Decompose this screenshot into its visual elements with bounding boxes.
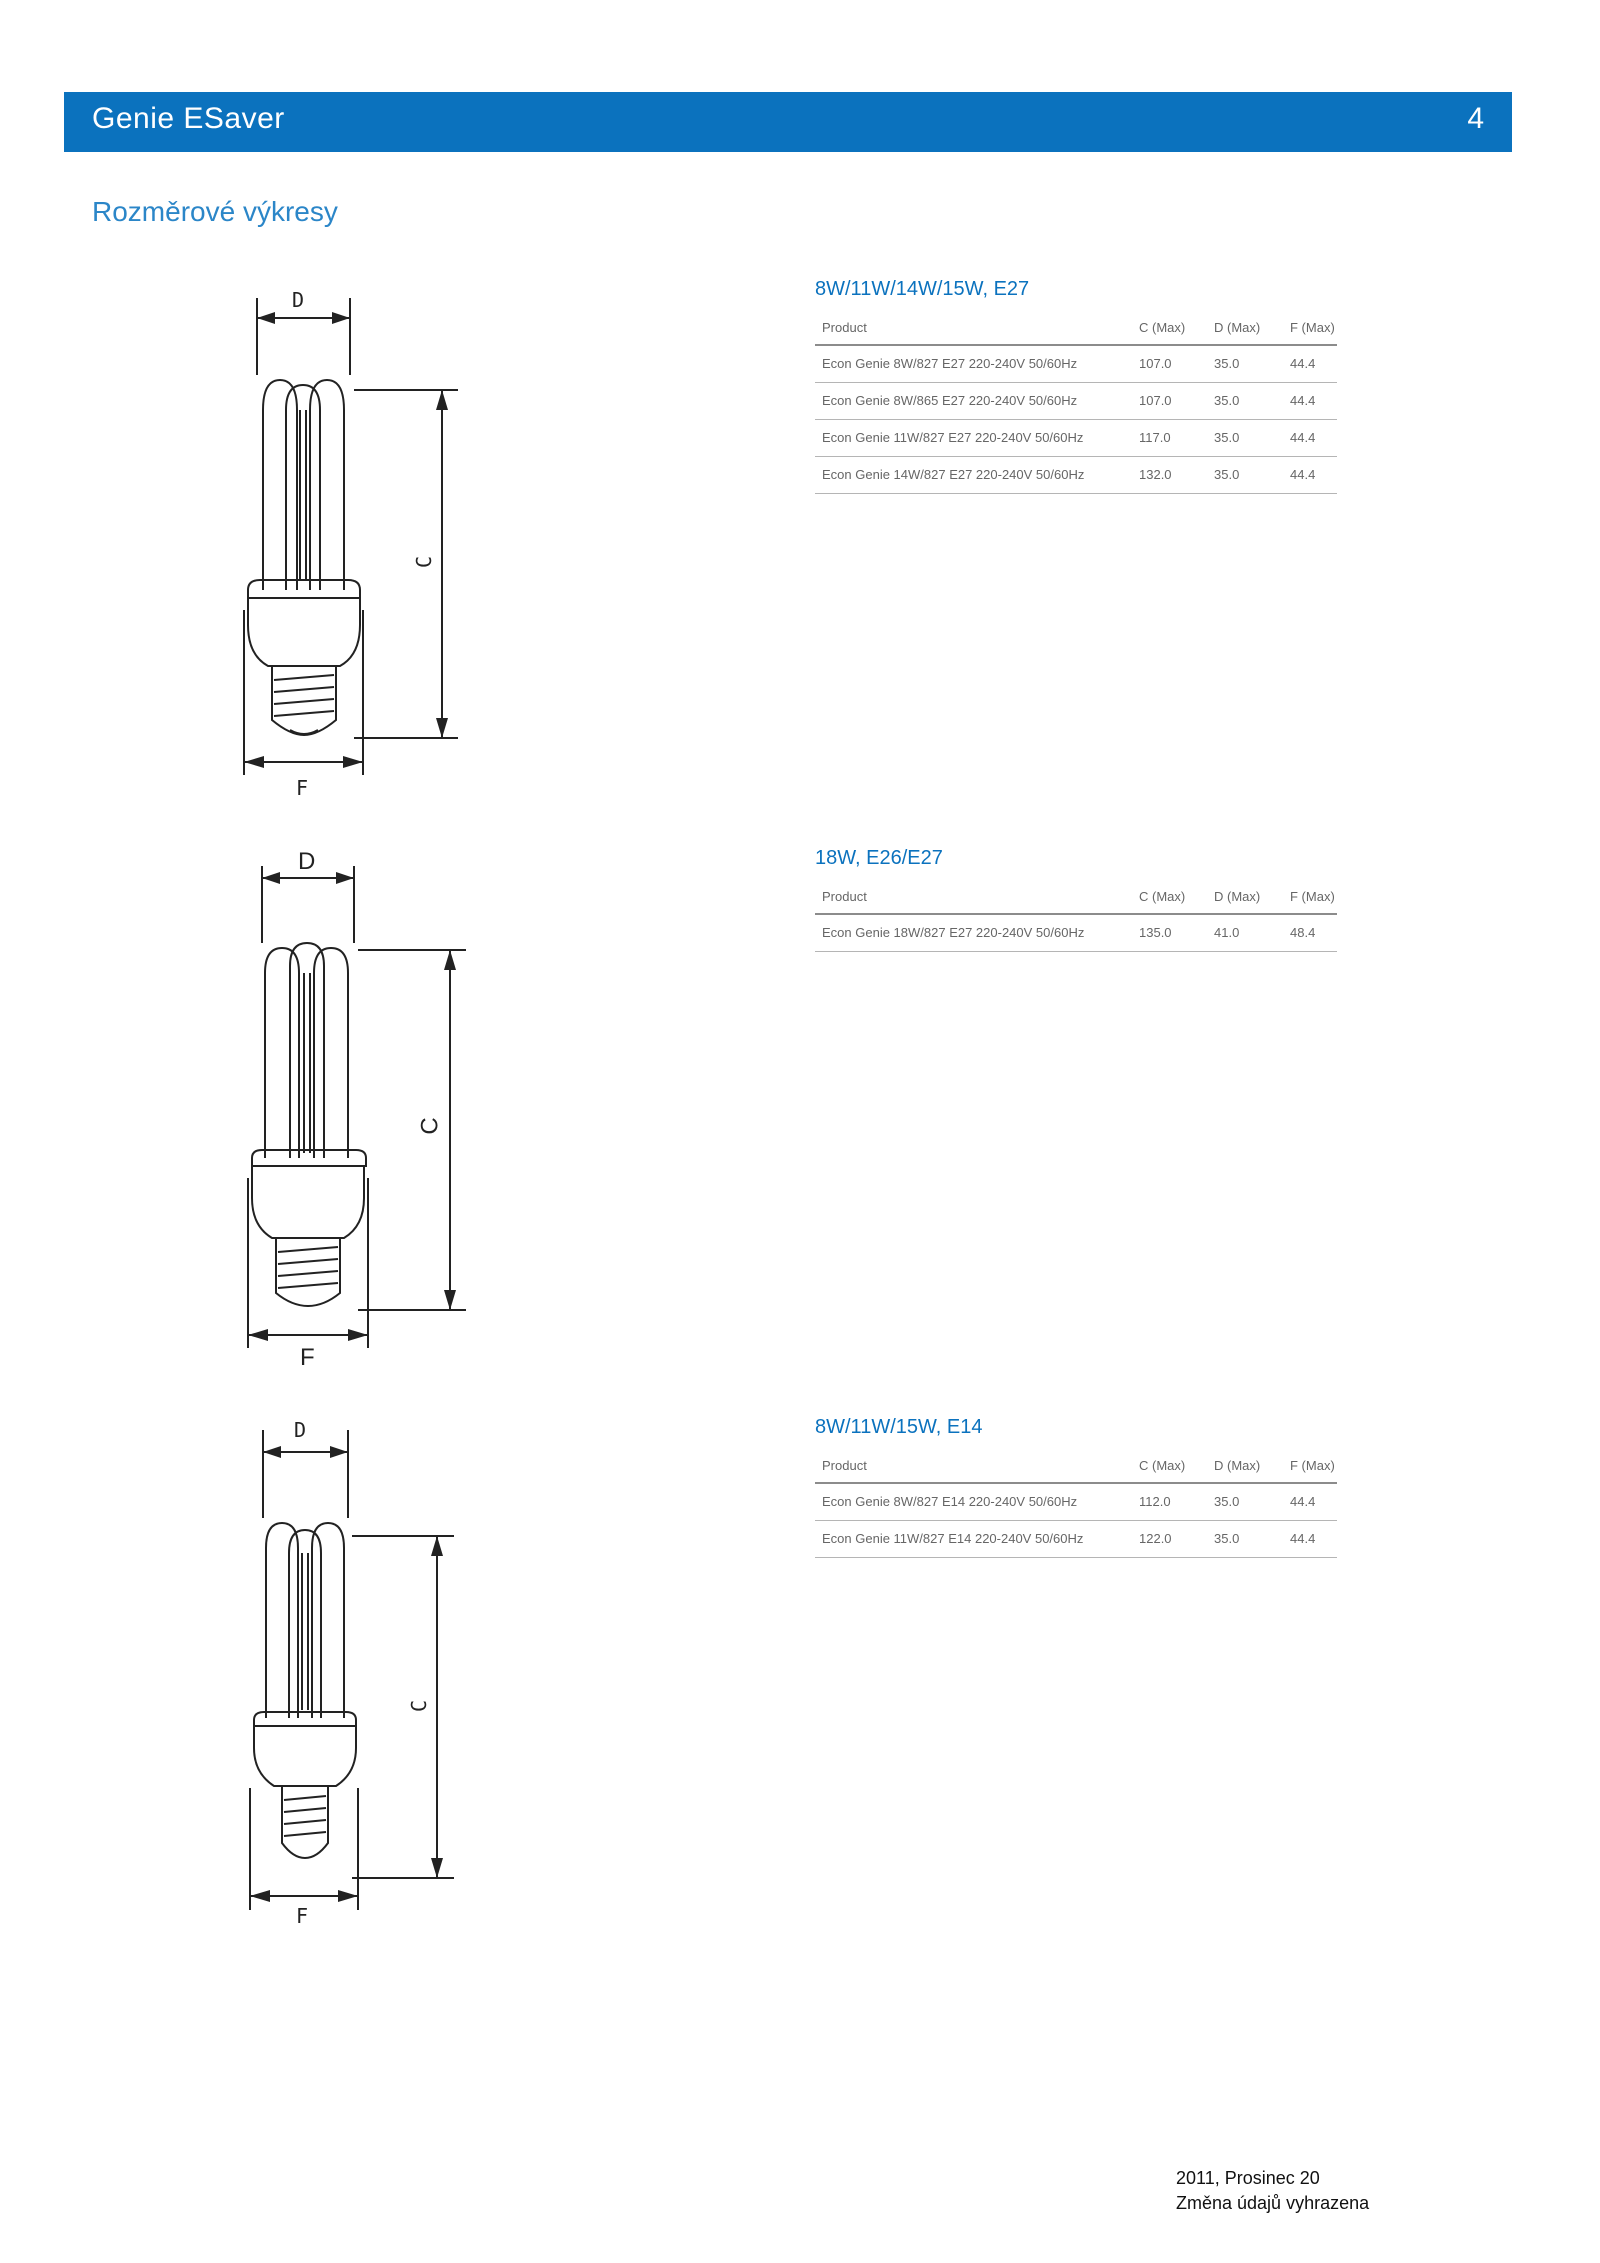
label-d: D (292, 288, 305, 312)
cell-f: 44.4 (1283, 420, 1337, 457)
lamp-e14-drawing (230, 1418, 480, 1938)
footer-date: 2011, Prosinec 20 (1176, 2168, 1320, 2188)
page-header (64, 92, 1512, 152)
col-d-max: D (Max) (1207, 1449, 1283, 1483)
spec-block-e14 (815, 1416, 1337, 1558)
spec-block-18w (815, 847, 1337, 952)
col-c-max: C (Max) (1132, 880, 1207, 914)
label-c: C (407, 1699, 432, 1713)
lamp-e27-drawing (230, 280, 480, 800)
cell-d: 35.0 (1207, 420, 1283, 457)
cell-c: 117.0 (1132, 420, 1207, 457)
cell-d: 35.0 (1207, 345, 1283, 383)
table-row (815, 345, 1337, 383)
table-row (815, 1483, 1337, 1521)
page-number: 4 (1467, 102, 1484, 135)
cell-c: 135.0 (1132, 914, 1207, 952)
cell-c: 112.0 (1132, 1483, 1207, 1521)
spec-table (815, 1449, 1337, 1558)
cell-f: 44.4 (1283, 383, 1337, 420)
spec-block-e27 (815, 278, 1337, 494)
lamp-18w-drawing (230, 848, 480, 1368)
table-row (815, 1521, 1337, 1558)
col-d-max: D (Max) (1207, 880, 1283, 914)
cell-c: 122.0 (1132, 1521, 1207, 1558)
col-c-max: C (Max) (1132, 1449, 1207, 1483)
dimension-drawing-18w (230, 848, 480, 1428)
section-title: Rozměrové výkresy (92, 196, 338, 227)
label-c: C (412, 555, 437, 569)
label-d: D (294, 1418, 307, 1442)
cell-d: 35.0 (1207, 457, 1283, 494)
label-d: D (298, 848, 316, 875)
cell-d: 35.0 (1207, 383, 1283, 420)
cell-f: 44.4 (1283, 1521, 1337, 1558)
document-title: Genie ESaver (92, 102, 285, 135)
spec-table (815, 311, 1337, 494)
footer-notice: Změna údajů vyhrazena (1176, 2193, 1370, 2213)
cell-f: 48.4 (1283, 914, 1337, 952)
spec-table (815, 880, 1337, 952)
table-row (815, 914, 1337, 952)
cell-product: Econ Genie 8W/827 E14 220-240V 50/60Hz (815, 1483, 1132, 1521)
table-heading: 18W, E26/E27 (815, 847, 943, 869)
col-f-max: F (Max) (1283, 880, 1337, 914)
cell-f: 44.4 (1283, 345, 1337, 383)
cell-f: 44.4 (1283, 457, 1337, 494)
col-product: Product (815, 880, 1132, 914)
label-f: F (296, 1904, 309, 1928)
cell-product: Econ Genie 11W/827 E27 220-240V 50/60Hz (815, 420, 1132, 457)
cell-product: Econ Genie 8W/827 E27 220-240V 50/60Hz (815, 345, 1132, 383)
page-footer (1176, 2166, 1369, 2216)
table-heading: 8W/11W/15W, E14 (815, 1416, 983, 1438)
col-c-max: C (Max) (1132, 311, 1207, 345)
dimension-drawing-e14 (230, 1418, 480, 1998)
cell-product: Econ Genie 14W/827 E27 220-240V 50/60Hz (815, 457, 1132, 494)
label-c: C (416, 1117, 444, 1135)
col-d-max: D (Max) (1207, 311, 1283, 345)
cell-d: 35.0 (1207, 1521, 1283, 1558)
cell-product: Econ Genie 11W/827 E14 220-240V 50/60Hz (815, 1521, 1132, 1558)
table-heading: 8W/11W/14W/15W, E27 (815, 278, 1030, 300)
label-f: F (296, 776, 309, 800)
cell-d: 35.0 (1207, 1483, 1283, 1521)
col-product: Product (815, 311, 1132, 345)
table-row (815, 457, 1337, 494)
label-f: F (300, 1344, 315, 1371)
dimension-drawing-e27 (230, 280, 480, 860)
col-product: Product (815, 1449, 1132, 1483)
cell-c: 132.0 (1132, 457, 1207, 494)
col-f-max: F (Max) (1283, 311, 1337, 345)
cell-product: Econ Genie 8W/865 E27 220-240V 50/60Hz (815, 383, 1132, 420)
table-header-row (815, 880, 1337, 914)
cell-c: 107.0 (1132, 383, 1207, 420)
col-f-max: F (Max) (1283, 1449, 1337, 1483)
cell-f: 44.4 (1283, 1483, 1337, 1521)
table-row (815, 383, 1337, 420)
table-header-row (815, 1449, 1337, 1483)
table-header-row (815, 311, 1337, 345)
table-row (815, 420, 1337, 457)
cell-d: 41.0 (1207, 914, 1283, 952)
cell-product: Econ Genie 18W/827 E27 220-240V 50/60Hz (815, 914, 1132, 952)
cell-c: 107.0 (1132, 345, 1207, 383)
